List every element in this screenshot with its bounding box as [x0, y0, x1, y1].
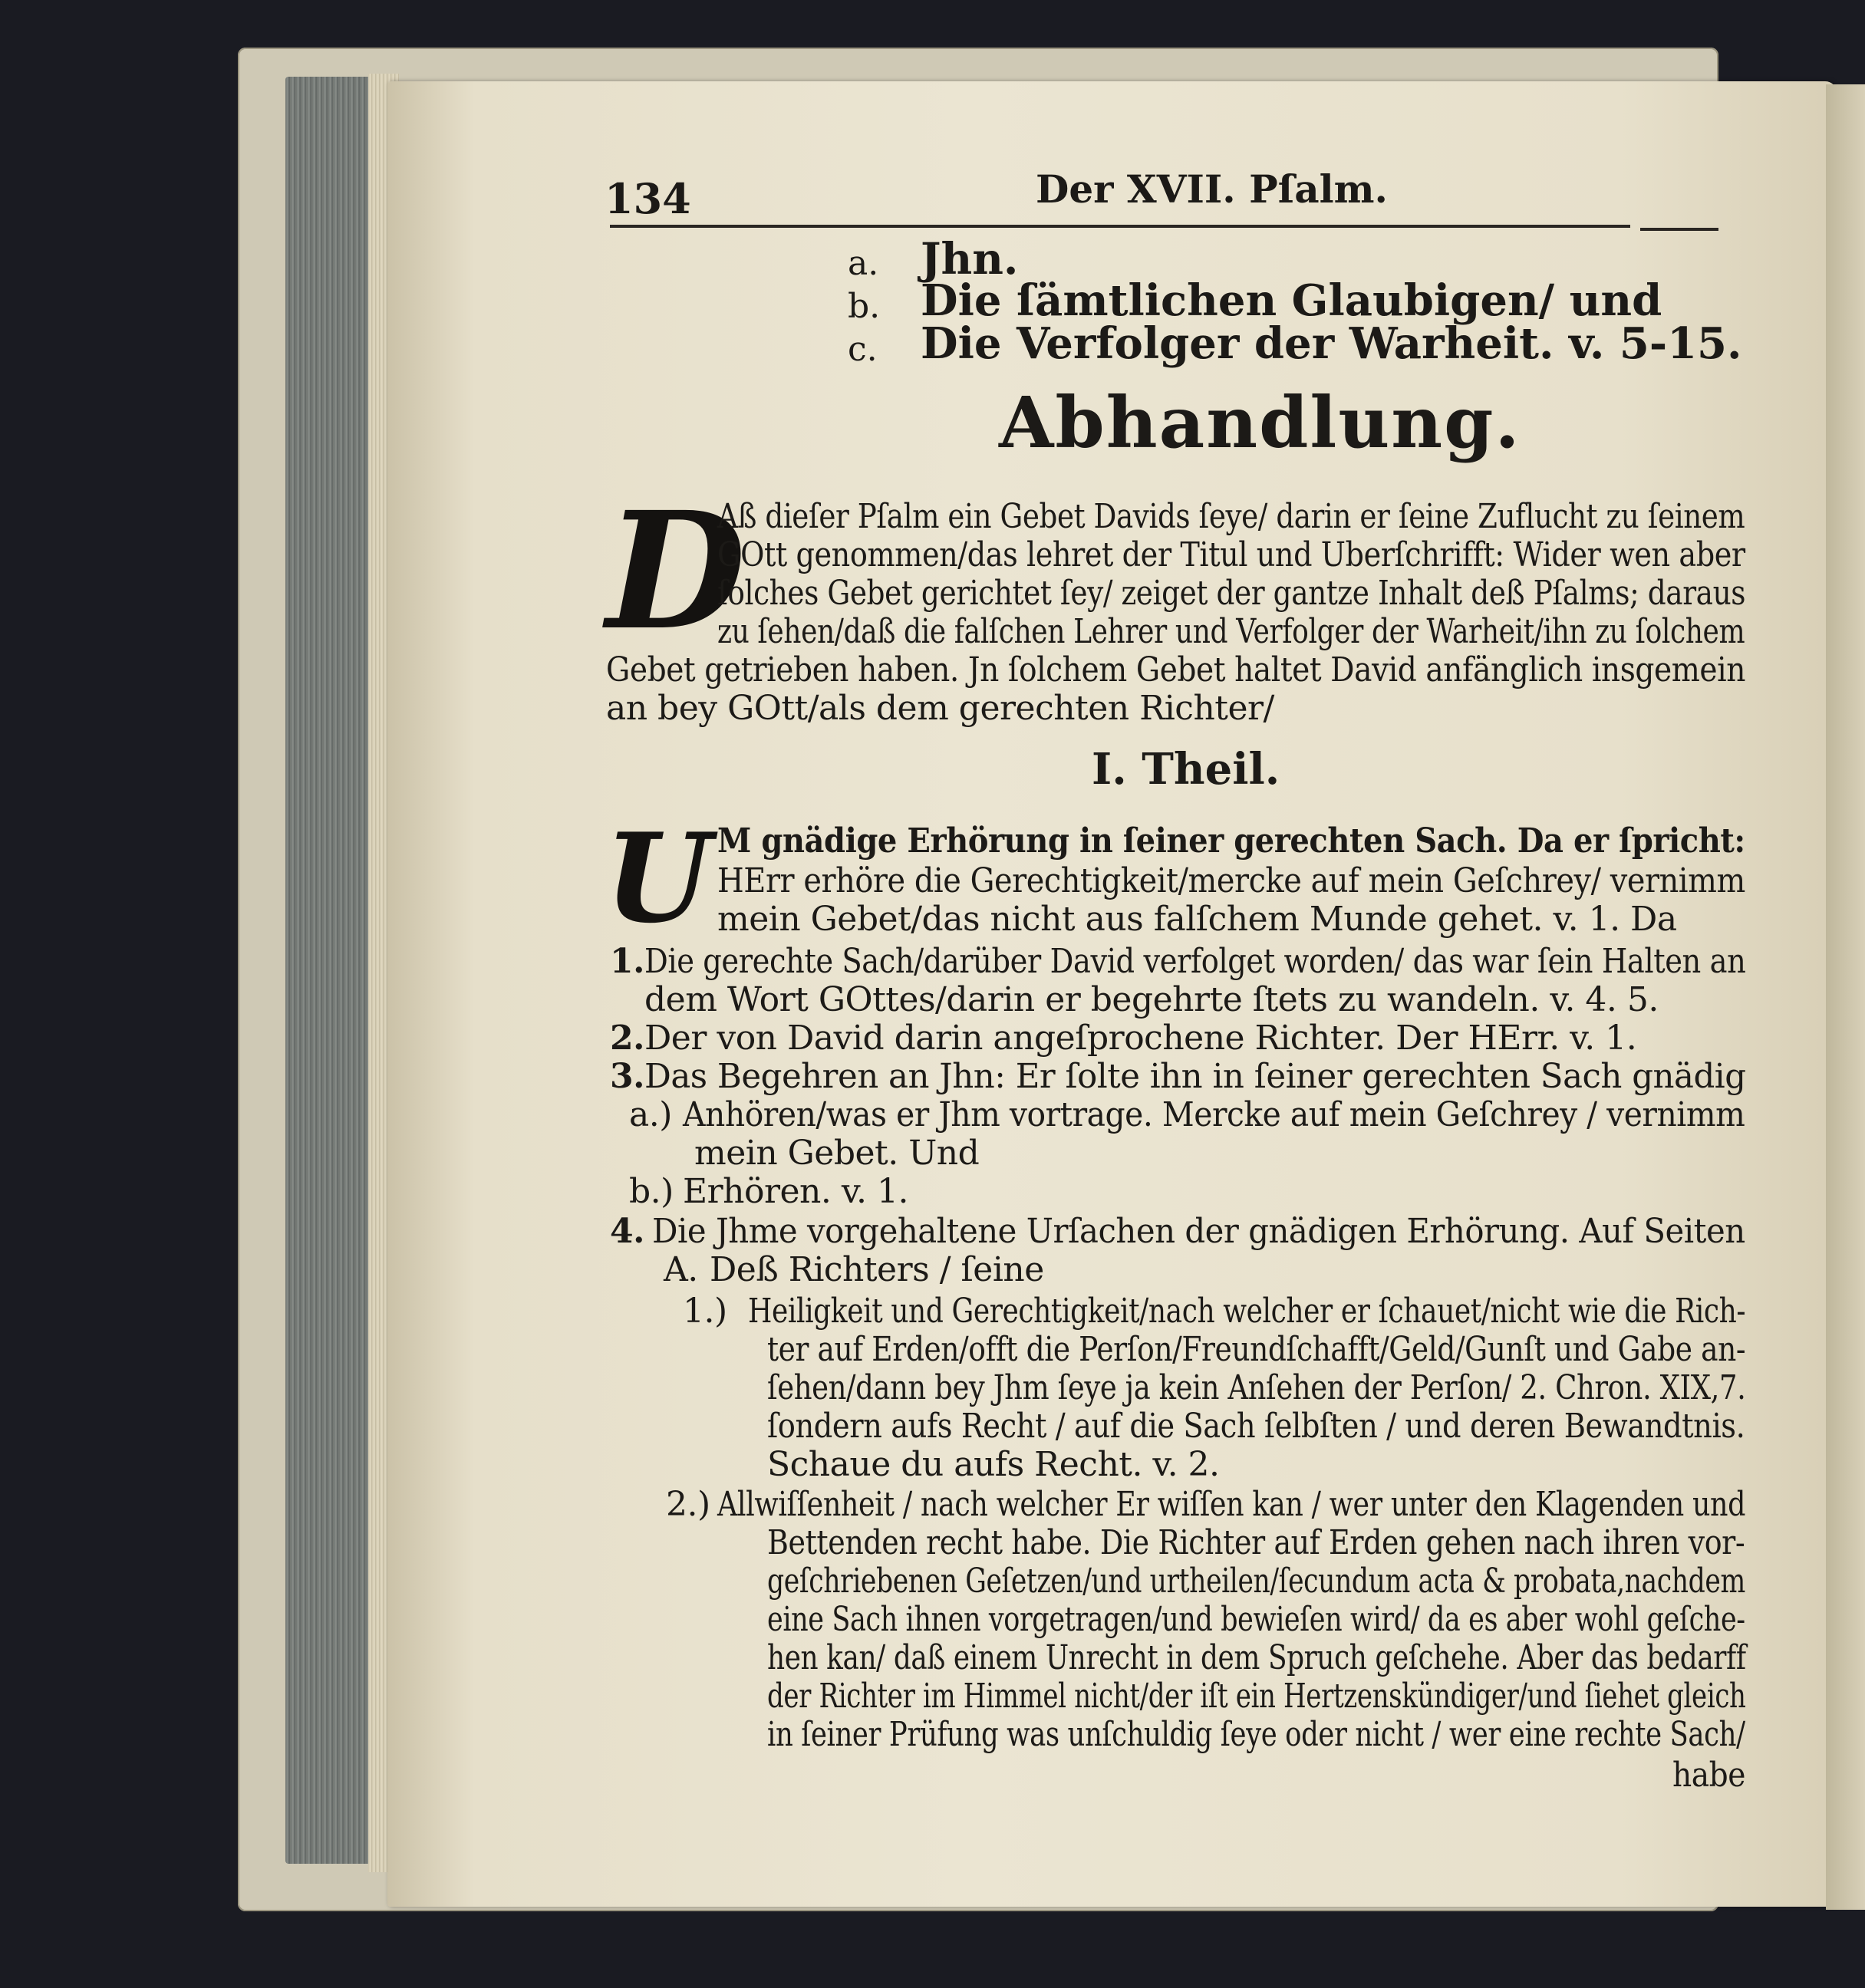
item-number: 1.: [610, 942, 644, 981]
list-item: Deß Richters / ſeine: [710, 1250, 1044, 1289]
facing-page-edge: [1826, 84, 1865, 1910]
list-item: Erhören. v. 1.: [683, 1172, 908, 1211]
paragraph-line: Gebet getrieben haben. Jn ſolchem Gebet haltet David anfänglich insgemein: [606, 650, 1745, 690]
outline-letter: a.: [848, 244, 879, 283]
paragraph-line: ſolches Gebet gerichtet ſey/ zeiget der gantze Inhalt deß Pſalms; daraus: [717, 574, 1746, 613]
paragraph-line: GOtt genommen/das lehret der Titul und Uberſchrifft: Wider wen aber: [717, 535, 1745, 574]
item-number: a.): [629, 1095, 672, 1134]
list-item: Allwiſſenheit / nach welcher Er wiſſen kan / wer unter den Klagenden und: [717, 1485, 1746, 1524]
list-item: eine Sach ihnen vorgetragen/und bewieſen wird/ da es aber wohl geſche-: [767, 1600, 1745, 1639]
paragraph-line: an bey GOtt/als dem gerechten Richter/: [606, 689, 1274, 728]
list-item: Heiligkeit und Gerechtigkeit/nach welcher er ſchauet/nicht wie die Rich-: [748, 1292, 1746, 1331]
decorated-initial: D: [606, 476, 746, 666]
list-item: Schaue du aufs Recht. v. 2.: [767, 1445, 1220, 1484]
list-item: Anhören/was er Jhm vortrage. Mercke auf mein Geſchrey / vernimm: [683, 1095, 1745, 1134]
header-rule-extension: [1640, 228, 1718, 231]
list-item: Das Begehren an Jhn: Er ſolte ihn in ſeiner gerechten Sach gnädig: [644, 1057, 1746, 1096]
list-item: Die Jhme vorgehaltene Urſachen der gnädigen Erhörung. Auf Seiten: [652, 1212, 1745, 1251]
item-number: b.): [629, 1172, 674, 1211]
paragraph-line: Aß dieſer Pſalm ein Gebet Davids ſeye/ darin er ſeine Zuflucht zu ſeinem: [717, 497, 1745, 536]
part-title: I. Theil.: [1092, 744, 1280, 795]
item-number: 2.): [666, 1485, 710, 1524]
item-number: 3.: [610, 1057, 644, 1096]
outline-letter: c.: [848, 330, 878, 369]
paragraph-line: M gnädige Erhörung in ſeiner gerechten Sach. Da er ſpricht:: [717, 821, 1745, 861]
list-item: in ſeiner Prüfung was unſchuldig ſeye oder nicht / wer eine rechte Sach/: [767, 1715, 1745, 1754]
paragraph-line: zu ſehen/daß die falſchen Lehrer und Verfolger der Warheit/ihn zu ſolchem: [717, 612, 1745, 651]
outline-item: Die Verfolger der Warheit. v. 5-15.: [921, 318, 1742, 369]
item-number: A.: [664, 1250, 698, 1289]
list-item: geſchriebenen Geſetzen/und urtheilen/ſecundum acta & probata,nachdem: [767, 1562, 1745, 1601]
list-item: Bettenden recht habe. Die Richter auf Erden gehen nach ihren vor-: [767, 1523, 1745, 1562]
list-item: mein Gebet. Und: [694, 1134, 980, 1173]
outline-item: Jhn.: [921, 234, 1019, 285]
item-number: 4.: [610, 1212, 644, 1251]
outline-item: Die ſämtlichen Glaubigen/ und: [921, 275, 1662, 326]
list-item: ter auf Erden/offt die Perſon/Freundſchafft/Geld/Gunſt und Gabe an-: [767, 1330, 1746, 1369]
running-title: Der XVII. Pſalm.: [1036, 166, 1388, 212]
item-number: 2.: [610, 1019, 644, 1058]
page-number: 134: [605, 174, 691, 223]
list-item: Die gerechte Sach/darüber David verfolget worden/ das war ſein Halten an: [644, 942, 1746, 981]
list-item: dem Wort GOttes/darin er begehrte ſtets zu wandeln. v. 4. 5.: [644, 980, 1659, 1019]
list-item: ſondern aufs Recht / auf die Sach ſelbſten / und deren Bewandtnis.: [767, 1407, 1745, 1446]
paragraph-line: HErr erhöre die Gerechtigkeit/mercke auf mein Geſchrey/ vernimm: [717, 861, 1745, 900]
list-item: hen kan/ daß einem Unrecht in dem Spruch geſchehe. Aber das bedarff: [767, 1638, 1746, 1677]
item-number: 1.): [683, 1292, 727, 1331]
list-item: ſehen/dann bey Jhm ſeye ja kein Anſehen der Perſon/ 2. Chron. XIX,7.: [767, 1368, 1746, 1407]
header-rule: [610, 225, 1630, 228]
list-item: Der von David darin angeſprochene Richter. Der HErr. v. 1.: [644, 1019, 1637, 1058]
decorated-initial: U: [605, 806, 712, 950]
paragraph-line: mein Gebet/das nicht aus falſchem Munde gehet. v. 1. Da: [717, 900, 1677, 939]
outline-letter: b.: [848, 287, 881, 326]
section-heading: Abhandlung.: [999, 381, 1521, 464]
list-item: der Richter im Himmel nicht/der iſt ein Hertzenskündiger/und ſiehet gleich: [767, 1677, 1746, 1716]
catchword: habe: [1672, 1756, 1746, 1795]
